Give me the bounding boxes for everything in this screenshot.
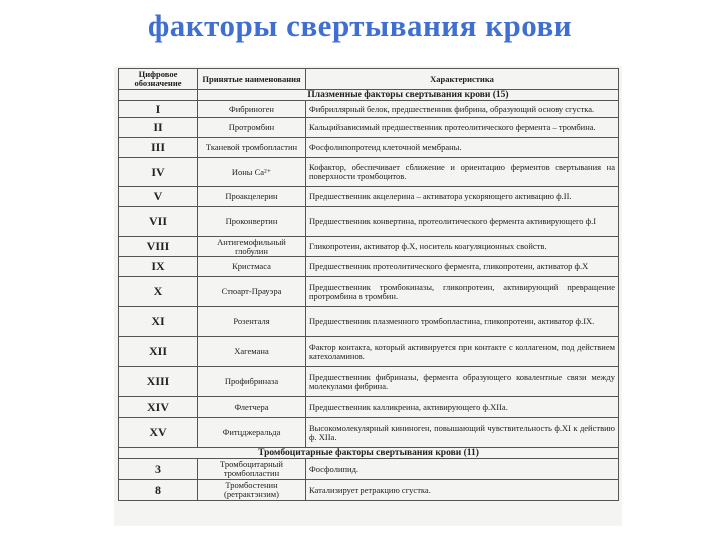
factor-name: Флетчера	[198, 397, 306, 418]
table-row	[119, 187, 619, 207]
factor-description: Предшественник тромбокиназы, гликопротеин, активирующий превращение протромбина в тромбин.	[306, 277, 619, 307]
table-row	[119, 237, 619, 257]
factor-description: Фосфолипопротеид клеточной мембраны.	[306, 138, 619, 158]
factor-name: Проконвертин	[198, 207, 306, 237]
table-row	[119, 207, 619, 237]
header-name: Принятые наименования	[198, 69, 306, 90]
table-row	[119, 158, 619, 187]
table-row	[119, 459, 619, 480]
factor-name: Фибриноген	[198, 101, 306, 118]
slide-title: факторы свертывания крови	[147, 8, 573, 43]
section-row-platelet	[119, 448, 619, 459]
factor-number: XIV	[119, 397, 198, 418]
factor-number: VII	[119, 207, 198, 237]
table-header-row	[119, 69, 619, 90]
table-row	[119, 418, 619, 448]
factor-description: Катализирует ретракцию сгустка.	[306, 480, 619, 501]
factor-name: Хагемана	[198, 337, 306, 367]
factor-description: Предшественник протеолитического фермента, гликопротеин, активатор ф.Х	[306, 257, 619, 277]
section-spacer-cell	[119, 90, 198, 101]
table-row	[119, 480, 619, 501]
factor-name: Протромбин	[198, 118, 306, 138]
factor-description: Кофактор, обеспечивает сближение и ориентацию ферментов свертывания на поверхности тромбоцитов.	[306, 158, 619, 187]
table-row	[119, 367, 619, 397]
factor-name: Фитцджеральда	[198, 418, 306, 448]
factor-number: IV	[119, 158, 198, 187]
section-title-plasma: Плазменные факторы свертывания крови (15)	[198, 90, 619, 101]
factor-number: II	[119, 118, 198, 138]
table-row	[119, 277, 619, 307]
factor-description: Предшественник плазменного тромбопластина, гликопротеин, активатор ф.IX.	[306, 307, 619, 337]
factor-description: Фосфолипид.	[306, 459, 619, 480]
factor-name: Тромбоцитарный тромбопластин	[198, 459, 306, 480]
factor-name: Проакцелерин	[198, 187, 306, 207]
section-row-plasma	[119, 90, 619, 101]
factor-number: V	[119, 187, 198, 207]
factor-number: III	[119, 138, 198, 158]
table-row	[119, 118, 619, 138]
factor-description: Фибриллярный белок, предшественник фибрина, образующий основу сгустка.	[306, 101, 619, 118]
table-row	[119, 257, 619, 277]
factor-description: Предшественник конвертина, протеолитического фермента активирующего ф.I	[306, 207, 619, 237]
factor-description: Высокомолекулярный кининоген, повышающий чувствительность ф.XI к действию ф. XIIа.	[306, 418, 619, 448]
table-row	[119, 397, 619, 418]
factor-description: Фактор контакта, который активируется при контакте с коллагеном, под действием катехоламинов.	[306, 337, 619, 367]
table-row	[119, 307, 619, 337]
factor-name: Тканевой тромбопластин	[198, 138, 306, 158]
header-number: Цифровое обозначение	[119, 69, 198, 90]
table-row	[119, 138, 619, 158]
factor-number: XI	[119, 307, 198, 337]
factor-name: Стюарт-Прауэра	[198, 277, 306, 307]
factor-number: XV	[119, 418, 198, 448]
factor-name: Антигемофильный глобулин	[198, 237, 306, 257]
factor-description: Предшественник фибриназы, фермента образующего ковалентные связи между молекулами фибрина.	[306, 367, 619, 397]
factor-name: Ионы Ca²⁺	[198, 158, 306, 187]
factor-description: Кальцийзависимый предшественник протеолитического фермента – тромбина.	[306, 118, 619, 138]
factor-number: 8	[119, 480, 198, 501]
factor-name: Розенталя	[198, 307, 306, 337]
factor-name: Профибриназа	[198, 367, 306, 397]
factor-number: XII	[119, 337, 198, 367]
coagulation-factors-table	[118, 68, 619, 501]
factor-description: Гликопротеин, активатор ф.Х, носитель коагуляционных свойств.	[306, 237, 619, 257]
factor-description: Предшественник акцелерина – активатора ускоряющего активацию ф.II.	[306, 187, 619, 207]
factor-name: Кристмаса	[198, 257, 306, 277]
header-characteristic: Характеристика	[306, 69, 619, 90]
factor-number: VIII	[119, 237, 198, 257]
factor-description: Предшественник калликреина, активирующего ф.XIIа.	[306, 397, 619, 418]
table-row	[119, 101, 619, 118]
table-row	[119, 337, 619, 367]
factor-number: IX	[119, 257, 198, 277]
factor-number: I	[119, 101, 198, 118]
factor-name: Тромбостенин (ретрактэнзим)	[198, 480, 306, 501]
section-title-platelet: Тромбоцитарные факторы свертывания крови (11)	[119, 448, 619, 459]
factor-number: 3	[119, 459, 198, 480]
factor-number: XIII	[119, 367, 198, 397]
factor-number: X	[119, 277, 198, 307]
